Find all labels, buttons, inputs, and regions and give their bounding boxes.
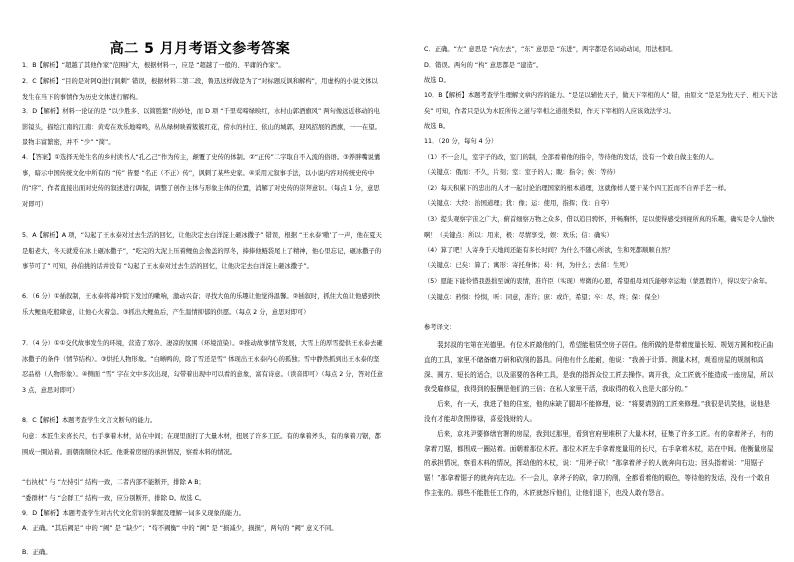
answer-item-7: 7．（4 分）①①交代故事发生的环境，营造了寒冷、凄凉的氛围（环境渲染）。②推动故事情节发展，大雪上的厚雪提供王永泰去砸冰撒子的条件（情节结构）。③烘托人物形象。“白晰鸭的，除了雪还是雪” 体现出王永泰内心的孤独；雪中静然抓到出王永泰的坚忍品格（人物形象）。④侧面 “雪” 字在文中多次出现，勾带着出现中可以看的意象，富有诗意。（读音即可）（每点 2 分，答对任意 3 点，意思对即可） xyxy=(22,340,384,394)
answer-item-8-meaning: 句意：本匠生来喜长尺，右手拿着木材，站在中间；在现里面打了大量木材，扭展了许多工匠。有的拿着斧头，有的拿着刀锯，都围成一圈站着。面朝南顺位木匠。他秉着房屋的承担情况，察看木料的情况。 xyxy=(22,433,381,456)
answer-item-11: 11．（20 分，每句 4 分） xyxy=(424,138,498,145)
answer-item-9-option-b: B．正确。 xyxy=(22,549,52,556)
answer-item-4: 4．【答案】①选择无处生名的乡村读书人“孔乙己”作为传主，颠覆了史传的体制。②“正传”二字取自不入流的俗语。③养胖嘴说囊事，暗示中国传统文化中所有的 “传” 皆要 “名正（不正）传”，讽刺了某些史家。④采用元叙事手法，以小说内容对传统史传中的“序”、作者直接出面对史传的叙述进行调侃，调整了创作主体与形象主体的位置，消解了对史传的崇拜意识。（每点 1 分，意思对即可） xyxy=(22,154,381,208)
translation-2: （2）每天积累下的忠出的人才一起讨论治理国家的根本道理，这就像样人要干某个四工匠而不自弄手艺一样。 xyxy=(424,185,731,192)
translation-5: （5）愿能下能怜惜我愚拙至诚的衷情，准许臣（实现）卑微的心愿，希望祖母刘氏能够幸运地（蒙恩假许），得以安宁余年。（关键点：矜悯：怜悯，听：同意，准许；庶：或许，希望；卒：尽，终；保：保全） xyxy=(424,278,772,301)
answer-item-3: 3．D【解析】材料一论证的是 “以少胜多、以简胜繁”的妙处，而 D 项 “千里莺啼绿映红，水村山郭酒旗风” 两句像远近移动的电影镜头，描绘江南的江南：黄莺在欢乐地啼鸣，丛丛绿树映着簇簇红花，傍水的村庄、依山的城郭，迎风招展的酒旗，一一在望。景物丰富繁密，并不 “少” “简”。 xyxy=(22,108,381,146)
answer-item-1: 1．B【解析】“超越了其他作家”范围扩大，根据材料一，应是 “超越了一般的、平庸的作家”。 xyxy=(22,62,285,69)
translation-2-keys: （关键点：大经：治国道理；犹：像；运：使用，指挥；伐：自夸） xyxy=(424,200,613,207)
answer-item-9-option-a: A．正确。“其后阙足” 中的 “阙” 是 “缺少”；“苟不阙衡” 中的 “阙” 是 “损减少，损损”，两句的 “阙” 意义不同。 xyxy=(22,525,338,532)
answer-item-9: 9．D【解析】本题考查学生对古代文化常识的掌握及理解一词多义现象的能力。 xyxy=(22,510,245,517)
reference-translation-heading: 参考译文： xyxy=(424,324,456,331)
translation-4-keys: （关键点：已矣：算了；寓形：寄托身体；曷：何，为什么；去留：生死） xyxy=(424,262,632,269)
translation-paragraph: 后来，京兆尹要修缮官署的房屋，我到过那里，看到官府里堆积了大量木材，征集了许多工匠。有的拿着斧子，有的拿着刀锯，都围成一圈站着。面朝着那位木匠。那位木匠左手拿着度量用的长尺，右手拿着木杖，站在中间。他衡量房屋的承担情况，察看木料的情况，挥动他的木杖，说：“用斧子砍！”那拿着斧子的人就奔向右边；回头指着说：“用锯子锯！”那拿着锯子的就奔向左边。不一会儿，拿斧子的砍，拿刀的削，全都看着他的眼色，等待他的发话，没有一个敢自作主张的。那些不能胜任工作的，木匠就怒斥他们，让他们退下，也没人敢有怨言。 xyxy=(424,429,774,497)
answer-item-6: 6．（6 分）①插叙制，王永泰将幕冲院下发过的嗽响，激动兴奋；寻找大鱼的乐趣让他觉得温馨。②插叙时，抓住大鱼让他感到快乐大鲤鱼吃般肆意，让他心火着急。③抓出大鲤鱼后，产生温情抑郁的供愿。（每点 2 分，意思对即可） xyxy=(22,293,381,316)
translation-paragraph: 裴封叔的宅第在光德里。有位木匠敲他的门，希望能租赁空房子居住。他所做的是带着度量长短、规划方圆和校正曲直的工具，家里不储备磨刀研和砍削的器具。问他有什么能耐，他说：“我善于计算、测量木材，观看房屋的规制和高深、圆方、短长的适合，以及需要的各种工具，是我的指挥众位工匠去操作。离开我，众工匠就不能造成一座房屋，所以我受雇修屋，我得到的报酬是他们的三倍；在私人家里干活，我取得的收入也是大部分的。” xyxy=(424,341,774,394)
answer-item-8-note-b: “委群材” 与 “会群工” 结构一致，应分别断开，排除 D。故选 C。 xyxy=(22,495,206,502)
translation-4: （4）算了吧！人寄身于天地间还能有多长时间？为什么不随心所欲，生和死都顺顺自然？ xyxy=(424,247,674,254)
translation-paragraph: 后来，有一天，我进了他的住室，他的床缺了腿却不能修理，说：“将要请别的工匠来修理。”我很是讥笑他，说他是没有才能却贪图俸禄，喜爱钱财的人。 xyxy=(424,400,771,423)
reference-translation xyxy=(424,338,774,501)
answer-item-9-conclusion: 故选 D。 xyxy=(424,77,450,84)
answer-item-10: 10．B【解析】本题考查学生理解文章内容的能力。“是足以辅佐天子，做天下宰相的人” 错，由原文 “是足为佐天子、相天下法矣” 可知，作者只是认为木匠所传之道与宰相之道很类似，作天下宰相的人应该效法学习。 xyxy=(424,92,778,115)
translation-3: （3）提头观察宇宙之广大，俯首细察万物之众多，借以追目骋怀，开畅胸怀，足以使得感受到视所真的乐趣，确实是令人愉快啊！（关键点：所以：用来，极：尽情享受，娱：欢乐；信：确实） xyxy=(424,216,775,239)
translation-1: （1）不一会儿，室宇子的改，室门的制，全部看着他的指令，等待他的发话，没有一个敢自做主张的人。 xyxy=(424,154,718,161)
answer-item-10-conclusion: 故选 B。 xyxy=(424,123,450,130)
translation-1-keys: （关键点：俄而：不久，片刻；室：室子的人；睨：指令；俟：等待） xyxy=(424,169,620,176)
answer-item-9-option-d: D．错误。两句的 “构” 意思都是 “建造”。 xyxy=(424,62,543,69)
answer-item-8-note-a: “右执杖” 与 “左持引” 结构一致，二者内部不能断开，排除 A B； xyxy=(22,479,205,486)
answer-item-8: 8．C【解析】本题考查学生文言文断句的能力。 xyxy=(22,417,157,424)
answer-item-5: 5．A【解析】A 项，“勾起了王永泰对过去生活的回忆，让他决定去白洋淀上砸冰撒子” 错误，根据 “王永泰‘嗷’了一声，他在夏天是船老大，冬天就爱在冰上砸冰撒子”，“吃完的大泥上压着鲤鱼会像盖的厚冬，捧捧他鲢袋尾上了精神，他心里忘记，砸冰撒子的事节可了” 可知，孙伯挑的话并没有 “勾起了王永泰对过去生活的回忆，让他决定去白洋淀上砸冰撒子”。 xyxy=(22,232,382,270)
answer-item-2: 2．C【解析】“目的是对阿Q进行讽刺” 错误，根据材料二第二段，鲁迅这样做是为了“对标题反讽和解构”，用虚构的小说文体以发生在当下的事情作为历史文体进行解构。 xyxy=(22,78,378,101)
answer-item-9-option-c: C．正确。“左” 意思是 “向左去”，“东” 意思是 “东进”，两字都是名词动动词，用法相同。 xyxy=(424,46,677,53)
page-title: 高二 5 月月考语文参考答案 xyxy=(109,41,291,57)
